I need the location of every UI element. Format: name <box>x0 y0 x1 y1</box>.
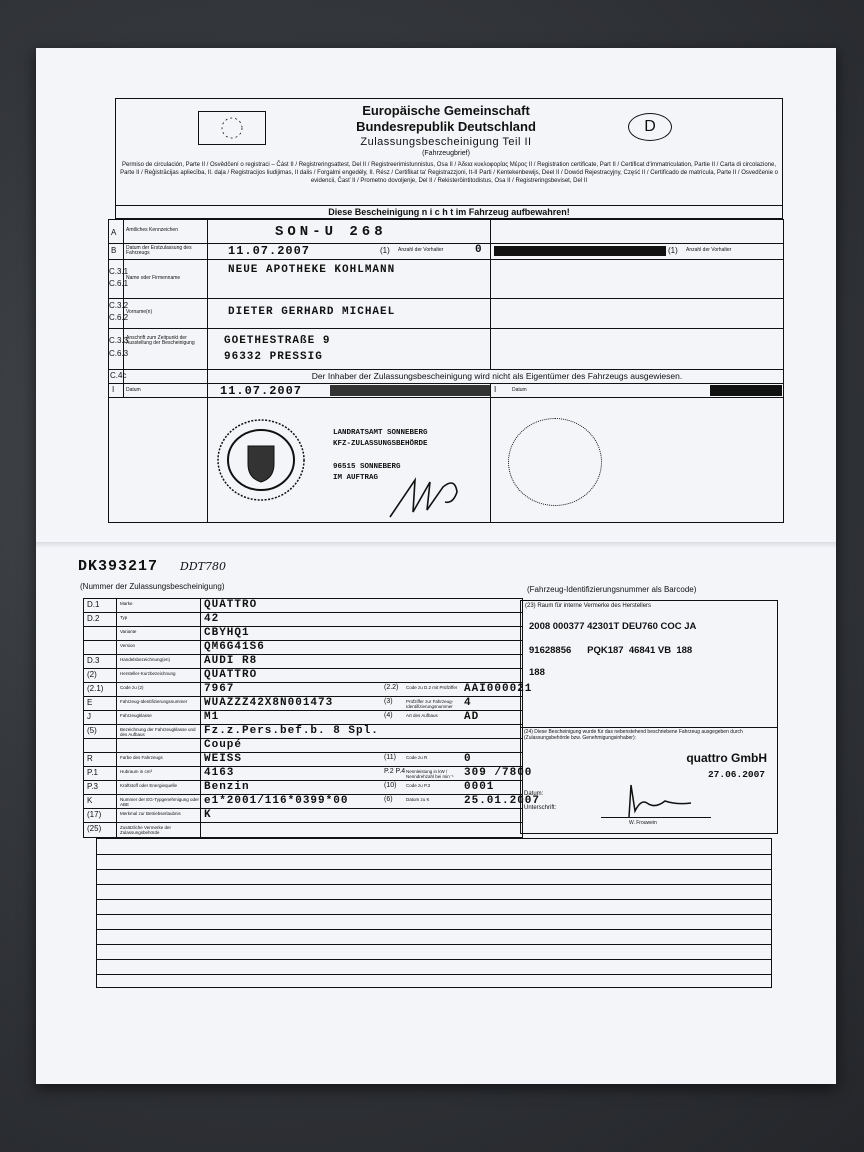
holder-city: 96332 PRESSIG <box>224 351 323 363</box>
row-label: Hubraum in cm³ <box>120 769 153 774</box>
row-value: QM6G41S6 <box>204 641 265 653</box>
row-extra-label: Art des Aufbaus <box>406 713 438 718</box>
row-extra-value: 309 /7800 <box>464 767 533 779</box>
issue-date: 11.07.2007 <box>220 384 303 398</box>
row-label: Kraftstoff oder Energiequelle <box>120 783 177 788</box>
code-A: A <box>111 228 117 237</box>
label-previous-holders: Anzahl der Vorhalter <box>398 247 444 253</box>
note-line <box>97 899 771 900</box>
official-seal-icon <box>216 418 306 502</box>
vehicle-row <box>84 626 522 641</box>
label-plate: Amtliches Kennzeichen <box>126 227 178 233</box>
title-eu: Europäische Gemeinschaft <box>362 103 530 118</box>
label-date: Datum <box>126 387 141 393</box>
row-label: Merkmal zur Betriebserlaubnis <box>120 811 181 816</box>
note-line <box>97 974 771 975</box>
row-value: QUATTRO <box>204 669 258 681</box>
row-extra-label: Prüfziffer zur Fahrzeug-Identifizierungsnummer <box>406 699 454 709</box>
ownership-notice: Der Inhaber der Zulassungsbescheinigung wird nicht als Eigentümer des Fahrzeugs ausgewiesen. <box>311 371 683 381</box>
row-code: (5) <box>87 726 97 735</box>
note-line <box>97 869 771 870</box>
row-extra-code: (2.2) <box>384 684 399 691</box>
row-extra-code: (11) <box>384 754 396 761</box>
row-extra-code: (6) <box>384 796 393 803</box>
vehicle-row <box>84 668 522 683</box>
row-extra-value: 0 <box>464 753 472 765</box>
row-code: K <box>87 796 93 805</box>
issued-by-label: (24) Diese Bescheinigung wurde für das nebenstehend beschriebene Fahrzeug ausgegeben durch (Zulassungsbehörde bzw. Genehmigungsinhaber): <box>524 729 743 741</box>
row-code: (2.1) <box>87 684 104 693</box>
row-extra-value: 4 <box>464 697 472 709</box>
code-I: I <box>112 385 115 394</box>
warning-bar <box>115 205 783 219</box>
signer-name: W. Frouwein <box>629 820 657 826</box>
date-label: Datum: <box>524 791 544 797</box>
label-address: Anschrift zum Zeitpunkt der Ausstellung der Bescheinigung <box>126 335 195 346</box>
vehicle-row <box>84 710 522 725</box>
redaction-bar-3 <box>710 385 782 396</box>
row-value: 4163 <box>204 767 235 779</box>
note-line <box>97 929 771 930</box>
document-title: Zulassungsbescheinigung Teil II <box>360 136 532 148</box>
vehicle-row <box>84 808 522 823</box>
manufacturer-box <box>520 600 778 834</box>
warning-text: Diese Bescheinigung n i c h t im Fahrzeug aufbewahren! <box>328 207 570 217</box>
row-code: R <box>87 754 93 763</box>
row-value: CBYHQ1 <box>204 627 250 639</box>
row-label: Version <box>120 643 136 648</box>
certificate-number-label: (Nummer der Zulassungsbescheinigung) <box>80 582 225 591</box>
row-value: WEISS <box>204 753 243 765</box>
row-code: D.3 <box>87 656 100 665</box>
row-label: Farbe des Fahrzeugs <box>120 755 163 760</box>
row-value: WUAZZZ42X8N001473 <box>204 697 334 709</box>
label-first-registration: Datum der Erstzulassung des Fahrzeugs <box>126 245 192 256</box>
vehicle-row <box>84 598 522 613</box>
code-C31: C.3.1 C.6.1 <box>109 267 129 288</box>
note-line <box>97 959 771 960</box>
row-label: Typ <box>120 615 128 620</box>
code-1: (1) <box>380 246 390 255</box>
code-1-right: (1) <box>668 246 678 255</box>
vehicle-row <box>84 682 533 697</box>
row-code: (25) <box>87 824 102 833</box>
row-label: Hersteller-Kurzbezeichnung <box>120 671 176 676</box>
row-code: (2) <box>87 670 97 679</box>
label-name: Name oder Firmenname <box>126 275 181 281</box>
certificate-number: DK393217 <box>78 558 159 575</box>
row-extra-code: (3) <box>384 698 393 705</box>
row-extra-label: Code zu D.2 mit Prüfziffer <box>406 685 458 690</box>
code-C4c: C.4c <box>110 371 127 380</box>
signature-icon <box>385 472 475 527</box>
row-value: 42 <box>204 613 220 625</box>
issuer-date: 27.06.2007 <box>707 769 765 780</box>
internal-notes-line2: 91628856 PQK187 46841 VB 188 <box>529 645 693 656</box>
country-code-oval: D <box>628 113 672 141</box>
paper-fold <box>36 542 836 548</box>
vehicle-row <box>84 752 522 767</box>
internal-notes-line3: 188 <box>529 667 545 678</box>
code-C33: C.3.3 C.6.3 <box>109 336 129 358</box>
authority-name: LANDRATSAMT SONNEBERG <box>333 429 428 437</box>
holder-name: NEUE APOTHEKE KOHLMANN <box>228 264 396 276</box>
vehicle-row <box>84 780 522 795</box>
note-line <box>97 944 771 945</box>
internal-notes-label: (23) Raum für interne Vermerke des Herstellers <box>525 603 652 609</box>
row-extra-value: AAI000021 <box>464 683 533 695</box>
document-subtitle: (Fahrzeugbrief) <box>422 150 470 157</box>
vehicle-row <box>84 794 541 809</box>
row-label: Fahrzeug-Identifizierungsnummer <box>120 699 188 704</box>
signature-label: Unterschrift: <box>524 805 557 811</box>
row-value: Fz.z.Pers.bef.b. 8 Spl. <box>204 725 379 737</box>
code-C32: C.3.2 C.6.2 <box>109 301 129 322</box>
row-code: P.3 <box>87 782 98 791</box>
row-value: QUATTRO <box>204 599 258 611</box>
previous-holders-count: 0 <box>475 244 483 256</box>
vehicle-row <box>84 640 522 655</box>
authority-dept: KFZ-ZULASSUNGSBEHÖRDE <box>333 440 428 448</box>
row-label: Nummer der EG-Typgenehmigung oder ABE <box>120 797 200 807</box>
holder-street: GOETHESTRAßE 9 <box>224 335 331 347</box>
vehicle-row <box>84 612 522 627</box>
row-value: e1*2001/116*0399*00 <box>204 795 349 807</box>
first-registration-date: 11.07.2007 <box>228 244 311 258</box>
row-extra-code: (10) <box>384 782 397 789</box>
redaction-bar <box>494 246 666 256</box>
eu-flag-icon <box>198 111 266 145</box>
code-I-right: I <box>494 385 497 394</box>
additional-notes-area <box>96 838 772 988</box>
label-date-right: Datum <box>512 387 527 393</box>
vehicle-row <box>84 696 522 711</box>
row-value: 7967 <box>204 683 235 695</box>
row-code: J <box>87 712 91 721</box>
row-code: E <box>87 698 93 707</box>
row-value: Coupé <box>204 739 243 751</box>
row-extra-label: Code zu R <box>406 755 428 760</box>
code-B: B <box>111 246 117 255</box>
translations: Permiso de circulación, Parte II / Osvědčení o registraci – Část II / Registreringsattest, Del II / Registreerimistunnistus, Osa II / Άδεια κυκλοφορίας Μέρος II / Registration certificate, Part II / Certificat d'immatriculation, Partie II / Carta di circolazione, Parte II / Reģistrācijas apliecība, II. daļa / Registracijos liudijimas, II dalis / Forgalmi engedély, II. Rész / Certifikat ta' Registrazzjoni, It-II Parti / Kentekenbewijs, Deel II / Dowód Rejestracyjny, Część II / Certificado de matrícula, Parte II / Osvedčenie o evidencii, Časť II / Prometno dovoljenje, Del II / Rekisteröintitodistus, Osa II / Registreringsbeviset, Del II <box>120 162 778 184</box>
holder-first-names: DIETER GERHARD MICHAEL <box>228 306 396 318</box>
row-label: Marke <box>120 601 133 606</box>
row-label: Zusätzliche Vermerke der Zulassungsbehörde <box>120 825 172 835</box>
row-code: D.1 <box>87 600 100 609</box>
internal-notes-line1: 2008 000377 42301T DEU760 COC JA <box>529 621 697 632</box>
row-label: Handelsbezeichnung(en) <box>120 657 171 662</box>
label-previous-holders-right: Anzahl der Vorhalter <box>686 247 732 253</box>
handwritten-number: DDT780 <box>180 560 226 573</box>
vehicle-row <box>84 766 533 781</box>
barcode-label: (Fahrzeug-Identifizierungsnummer als Barcode) <box>527 585 697 594</box>
redaction-bar-2 <box>330 385 490 396</box>
row-value: M1 <box>204 711 220 723</box>
note-line <box>97 884 771 885</box>
row-value: K <box>204 809 212 821</box>
row-value: AUDI R8 <box>204 655 258 667</box>
row-extra-label: Datum zu K <box>406 797 430 802</box>
issuer-name: quattro GmbH <box>686 751 767 765</box>
row-extra-value: 0001 <box>464 781 495 793</box>
row-extra-code: P.2 P.4 <box>384 768 406 775</box>
license-plate: SON-U 268 <box>275 224 387 240</box>
authority-on-behalf: IM AUFTRAG <box>333 474 379 482</box>
row-code: D.2 <box>87 614 100 623</box>
note-line <box>97 854 771 855</box>
empty-seal-circle <box>508 418 602 506</box>
row-value: Benzin <box>204 781 250 793</box>
vehicle-row <box>84 654 522 669</box>
row-label: Code zu (2) <box>120 685 144 690</box>
row-label: Fahrzeugklasse <box>120 713 152 718</box>
row-extra-value: 25.01.2007 <box>464 795 541 807</box>
row-extra-label: Nennleistung in kW / Nenndrehzahl bei min⁻¹ <box>406 769 454 779</box>
row-extra-value: AD <box>464 711 480 723</box>
vehicle-row <box>84 822 522 837</box>
vehicle-row <box>84 738 522 753</box>
header-box <box>115 98 783 206</box>
row-code: P.1 <box>87 768 98 777</box>
label-first-names: Vorname(n) <box>126 309 153 315</box>
row-extra-code: (4) <box>384 712 393 719</box>
row-label: Variante <box>120 629 137 634</box>
authority-city: 96515 SONNEBERG <box>333 463 401 471</box>
title-country: Bundesrepublik Deutschland <box>356 119 536 134</box>
row-label: Bezeichnung der Fahrzeugklasse und des Aufbaus <box>120 727 196 737</box>
vehicle-row <box>84 724 522 739</box>
row-extra-label: Code zu P.3 <box>406 783 431 788</box>
row-code: (17) <box>87 810 102 819</box>
note-line <box>97 914 771 915</box>
